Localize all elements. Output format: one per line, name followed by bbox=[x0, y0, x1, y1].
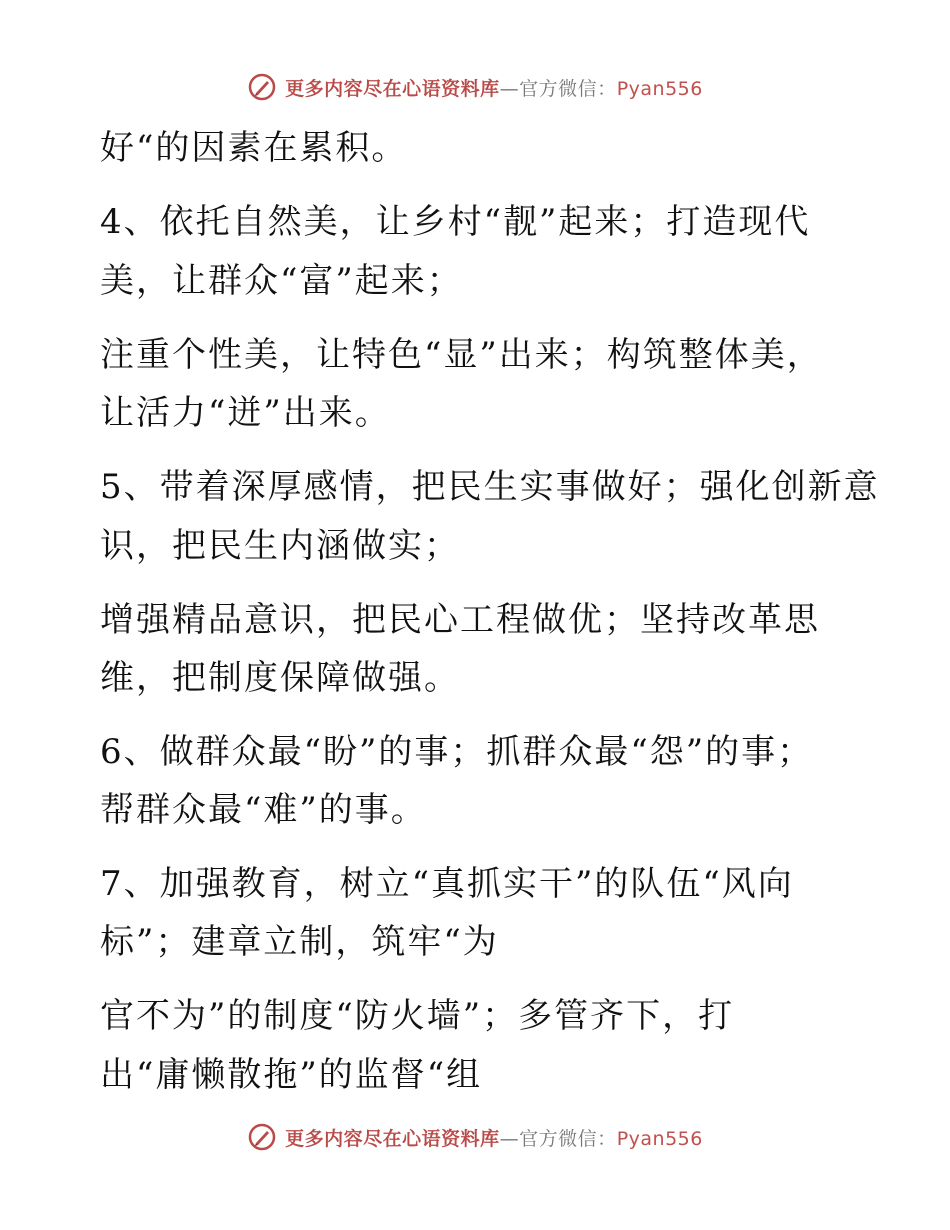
watermark-handle: Pyan556 bbox=[616, 77, 703, 100]
text-line-10: 6、做群众最“盼”的事；抓群众最“怨”的事； bbox=[100, 732, 814, 772]
text-line-9: 维，把制度保障做强。 bbox=[100, 658, 460, 698]
text-line-1: 好“的因素在累积。 bbox=[100, 128, 408, 168]
watermark-separator: — bbox=[499, 1127, 520, 1150]
text-line-7: 识，把民生内涵做实； bbox=[100, 526, 460, 566]
text-line-15: 出“庸懒散拖”的监督“组 bbox=[100, 1055, 483, 1095]
header-watermark bbox=[0, 72, 950, 102]
text-line-4: 注重个性美，让特色“显”出来；构筑整体美， bbox=[100, 335, 823, 375]
watermark-brand: 更多内容尽在心语资料库 bbox=[285, 1127, 500, 1150]
text-line-13: 标”；建章立制，筑牢“为 bbox=[100, 922, 499, 962]
text-line-14: 官不为”的制度“防火墙”；多管齐下，打 bbox=[100, 996, 735, 1036]
text-line-5: 让活力“迸”出来。 bbox=[100, 393, 391, 433]
text-line-12: 7、加强教育，树立“真抓实干”的队伍“风向 bbox=[100, 864, 794, 904]
text-line-8: 增强精品意识，把民心工程做优；坚持改革思 bbox=[100, 600, 820, 640]
watermark-official: 官方微信： bbox=[519, 1127, 617, 1150]
text-line-3: 美，让群众“富”起来； bbox=[100, 261, 463, 301]
watermark-handle: Pyan556 bbox=[616, 1127, 703, 1150]
text-line-2: 4、依托自然美，让乡村“靓”起来；打造现代 bbox=[100, 202, 811, 242]
pen-circle-icon bbox=[247, 1122, 277, 1152]
footer-watermark bbox=[0, 1122, 950, 1152]
text-line-6: 5、带着深厚感情，把民生实事做好；强化创新意 bbox=[100, 467, 880, 507]
pen-circle-icon bbox=[247, 72, 277, 102]
watermark-official: 官方微信： bbox=[519, 77, 617, 100]
watermark-brand: 更多内容尽在心语资料库 bbox=[285, 77, 500, 100]
watermark-separator: — bbox=[499, 77, 520, 100]
text-line-11: 帮群众最“难”的事。 bbox=[100, 790, 427, 830]
